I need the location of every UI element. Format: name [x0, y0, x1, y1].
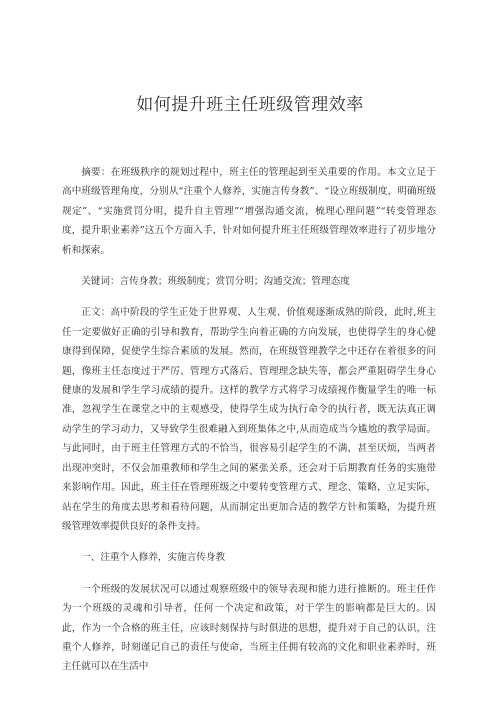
document-body — [62, 163, 436, 677]
keywords-paragraph: 关键词：言传身教；班级制度；赏罚分明；沟通交流；管理态度 — [81, 276, 350, 288]
document-title: 如何提升班主任班级管理效率 — [136, 95, 364, 115]
abstract-paragraph: 摘要：在班级秩序的规划过程中，班主任的管理起到至关重要的作用。本文立足于高中班级管理角度，分别从“注重个人修养，实施言传身教”、“设立班级制度，明确班级规定”、“实施赏罚分明，提升自主管理”“增强沟通交流，梳理心理问题”“转变管理态度，提升职业素养”这五个方面入手，针对如何提升班主任班级管理效率进行了初步地分析和探索。 — [62, 167, 436, 256]
body-paragraph: 正文：高中阶段的学生正处于世界观、人生观、价值观逐渐成熟的阶段，此时,班主任一定要做好正确的引导和教育，帮助学生向着正确的方向发展，也使得学生的身心健康得到保障，促使学生综合素质的发展。然而，在班级管理教学之中还存在着很多的问题，像班主任态度过于严厉、管理方式落后、管理理念缺失等，都会严重阻碍学生身心健康的发展和学生学习成绩的提升。这样的教学方式将学习成绩视作衡量学生的唯一标准，忽视学生在课堂之中的主观感受，使得学生成为执行命令的执行者，既无法真正调动学生的学习动力，又导致学生很难融入到班集体之中,从而造成当今尴尬的教学局面。与此同时，由于班主任管理方式的不恰当，很容易引起学生的不满，甚至厌烦，当两者出现冲突时，不仅会加重教师和学生之间的紧张关系，还会对于后期教育任务的实施带来影响作用。因此，班主任在管理班级之中要转变管理方式、理念、策略，立足实际，站在学生的角度去思考和看待问题，从而制定出更加合适的教学方针和策略，为提升班级管理效率提供良好的条件支持。 — [62, 307, 436, 532]
section-heading: 一、注重个人修养，实施言传身教 — [81, 552, 226, 564]
section-paragraph: 一个班级的发展状况可以通过观察班级中的领导表现和能力进行推断的。班主任作为一个班级的灵魂和引导者，任何一个决定和政策，对于学生的影响都是巨大的。因此，作为一个合格的班主任，应该时刻保持与时俱进的思想，提升对于自己的认识，注重个人修养，时刻谨记自己的责任与使命，当班主任拥有较高的文化和职业素养时，班主任就可以在生活中 — [62, 583, 436, 673]
